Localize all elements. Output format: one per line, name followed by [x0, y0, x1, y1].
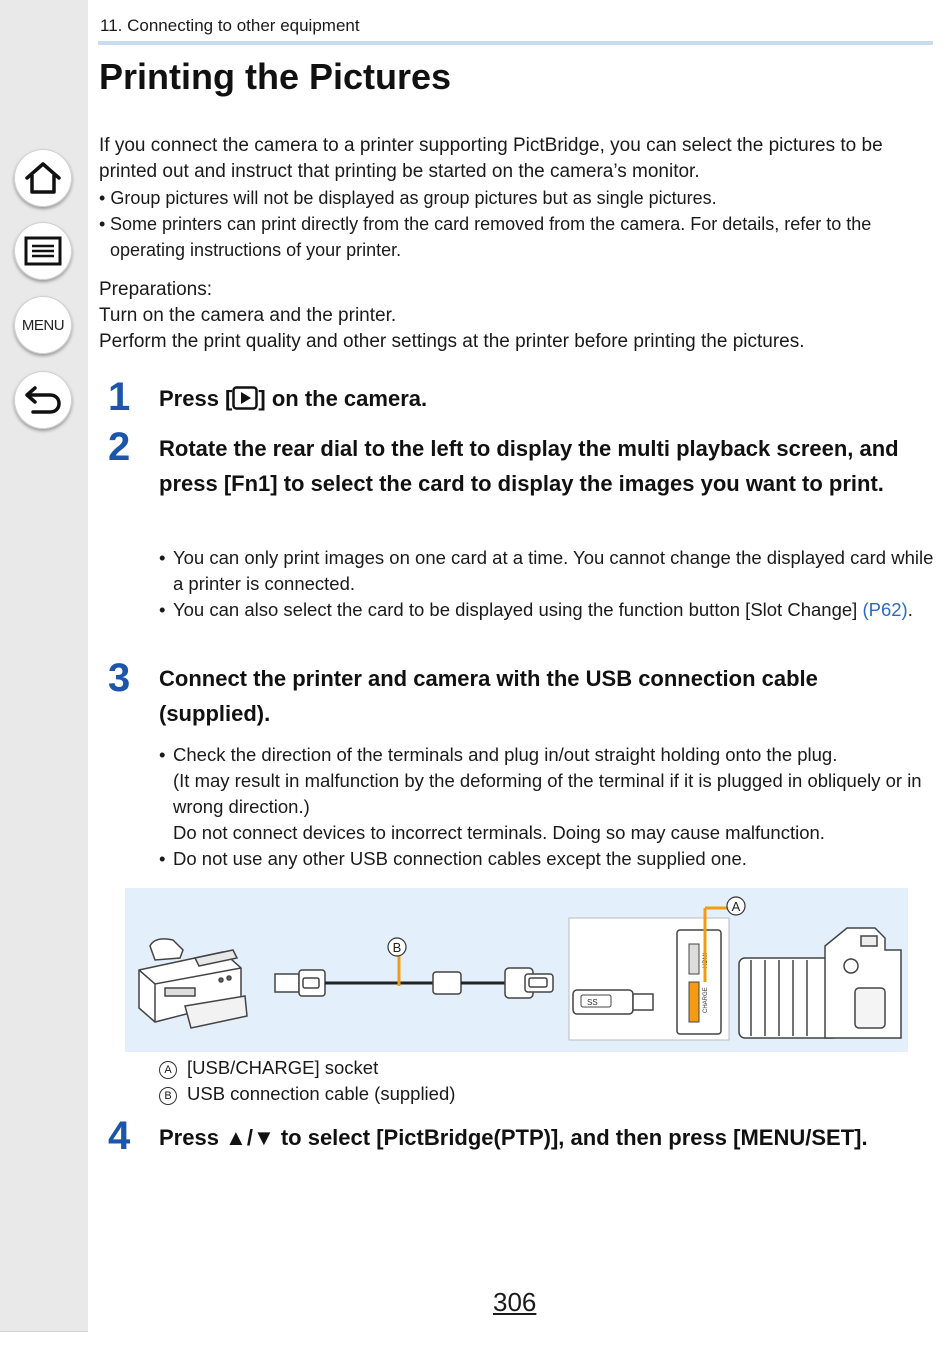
- table-of-contents-icon: [24, 236, 62, 266]
- usb-cable-icon: [275, 968, 553, 998]
- intro-bullet-text: Some printers can print directly from the card removed from the camera. For details, refer to the operating instructions of your printer.: [110, 214, 872, 260]
- svg-text:CHARGE: CHARGE: [703, 987, 709, 1013]
- preparations-line: Perform the print quality and other settings at the printer before printing the pictures.: [99, 331, 805, 352]
- chapter-title: 11. Connecting to other equipment: [100, 16, 360, 35]
- step-2-note: • You can only print images on one card at a time. You cannot change the displayed card while a printer is connected.: [159, 547, 934, 594]
- intro-bullet-text: Group pictures will not be displayed as group pictures but as single pictures.: [110, 188, 717, 208]
- header-rule: [98, 41, 933, 45]
- step-number: 3: [108, 656, 131, 700]
- step-3-note: • Do not use any other USB connection cables except the supplied one.: [159, 848, 747, 869]
- svg-text:SS: SS: [587, 998, 598, 1007]
- callout-a-label: A: [731, 899, 741, 914]
- intro-paragraph: If you connect the camera to a printer supporting PictBridge, you can select the pictures to be printed out and instruct that printing be started on the camera’s monitor.: [99, 135, 883, 182]
- connection-illustration: [125, 888, 908, 1052]
- playback-button-icon: [232, 386, 258, 410]
- contents-button[interactable]: [14, 222, 72, 280]
- step-3-text: Connect the printer and camera with the USB connection cable (supplied).: [159, 666, 818, 726]
- legend-item: A [USB/CHARGE] socket: [159, 1055, 378, 1081]
- page-title: Printing the Pictures: [99, 56, 452, 97]
- menu-button[interactable]: [14, 296, 72, 354]
- camera-icon: [739, 928, 901, 1038]
- step-number: 1: [108, 375, 131, 419]
- page-number[interactable]: 306: [493, 1287, 537, 1317]
- connection-figure: [125, 888, 908, 1052]
- intro-bullet-2: • Some printers can print directly from the card removed from the camera. For details, refer to the operating instructions of your printer.: [99, 211, 934, 263]
- step-number: 2: [108, 425, 131, 469]
- home-button[interactable]: [14, 149, 72, 207]
- step-4-text: Press ▲/▼ to select [PictBridge(PTP)], and then press [MENU/SET].: [159, 1125, 868, 1150]
- callout-b-label: B: [392, 940, 402, 955]
- menu-label: MENU: [21, 316, 65, 334]
- step-1-text: Press [ ] on the camera.: [159, 386, 428, 411]
- sidebar: [0, 0, 88, 1352]
- legend-marker: A: [159, 1061, 177, 1079]
- page-link[interactable]: (P62): [862, 599, 908, 620]
- printer-icon: [139, 939, 247, 1028]
- home-icon: [24, 161, 62, 195]
- step-3-note: • Check the direction of the terminals and plug in/out straight holding onto the plug. (It may result in malfunction by the deforming of the terminal if it is plugged in obliquely or in wrong direction.) Do not connect devices to incorrect terminals. Doing so may cause malfunction.: [159, 744, 922, 843]
- preparations-heading: Preparations:: [99, 279, 213, 300]
- preparations-line: Turn on the camera and the printer.: [99, 305, 397, 326]
- svg-text:HDMI: HDMI: [703, 952, 709, 968]
- step-number: 4: [108, 1114, 131, 1158]
- back-arrow-icon: [23, 384, 63, 416]
- sidebar-footer: [0, 1331, 88, 1352]
- back-button[interactable]: [14, 371, 72, 429]
- step-2-note: • You can also select the card to be displayed using the function button [Slot Change] (P62).: [159, 599, 913, 620]
- step-2-text: Rotate the rear dial to the left to display the multi playback screen, and press [Fn1] to select the card to display the images you want to print.: [159, 436, 899, 496]
- legend-item: B USB connection cable (supplied): [159, 1081, 455, 1107]
- legend-marker: B: [159, 1087, 177, 1105]
- intro-bullet-1: • Group pictures will not be displayed as group pictures but as single pictures.: [99, 188, 717, 208]
